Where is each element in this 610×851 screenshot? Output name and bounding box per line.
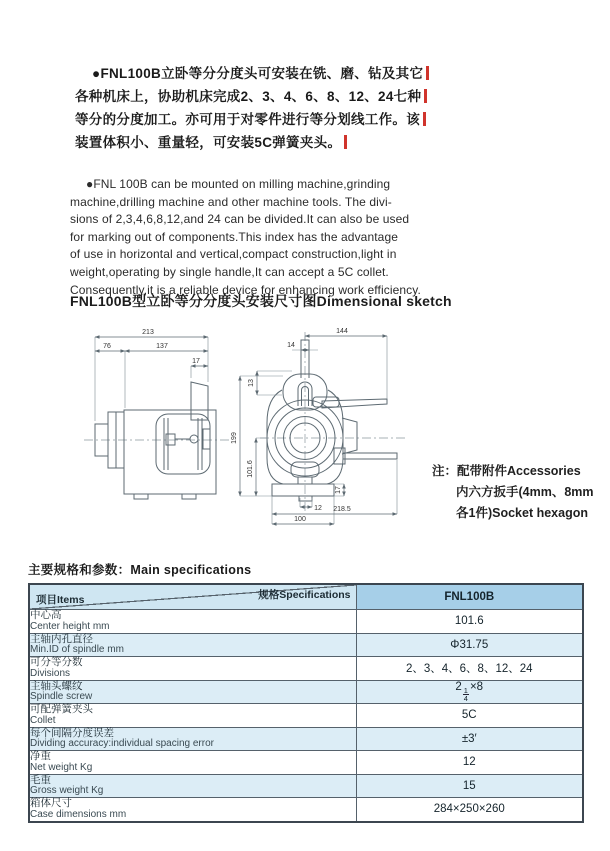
spec-value-cell: Φ31.75	[356, 633, 583, 657]
dimensional-sketch-drawing	[70, 328, 440, 536]
intro-cn-text-3: 等分的分度加工。亦可用于对零件进行等分划线工作。该	[75, 112, 420, 127]
intro-cn-line-4	[75, 131, 425, 154]
intro-cn-line-3	[75, 108, 425, 131]
svg-text:14: 14	[287, 342, 295, 349]
dimension-labels	[95, 328, 397, 524]
intro-cn-line-2	[75, 85, 425, 108]
side-view-outline	[95, 382, 216, 499]
front-view-outline	[267, 340, 397, 501]
intro-en-line-5: of use in horizontal and vertical,compact construction,light in	[70, 247, 397, 262]
svg-text:17: 17	[192, 358, 200, 365]
spec-item-cell: 中心高 Center height mm	[29, 610, 356, 634]
svg-text:13: 13	[248, 379, 255, 387]
spec-row	[29, 751, 583, 775]
spec-item-cell: 箱体尺寸 Case dimensions mm	[29, 798, 356, 822]
note-line-1: 注：配带附件Accessories	[432, 464, 581, 478]
specs-heading: 主要规格和参数：Main specifications	[28, 563, 252, 577]
red-proof-mark	[344, 135, 347, 149]
svg-text:213: 213	[142, 329, 154, 336]
intro-en-line-1: ●FNL 100B can be mounted on milling machine,grinding	[86, 177, 391, 191]
intro-cn-text-1: ●FNL100B立卧等分分度头可安装在铣、磨、钻及其它	[92, 66, 424, 81]
extension-lines	[95, 336, 397, 524]
spec-item-cell: 净重 Net weight Kg	[29, 751, 356, 775]
spec-value-cell: ±3′	[356, 727, 583, 751]
svg-text:218.5: 218.5	[333, 506, 351, 513]
spec-item-cell: 主轴内孔直径 Min.ID of spindle mm	[29, 633, 356, 657]
red-proof-mark	[423, 112, 426, 126]
spec-row	[29, 704, 583, 728]
intro-cn-line-1	[75, 62, 425, 85]
spec-row	[29, 798, 583, 822]
svg-text:17: 17	[335, 486, 342, 494]
intro-paragraph-cn	[75, 62, 425, 154]
note-line-2: 内六方扳手(4mm、8mm	[456, 485, 594, 499]
intro-cn-text-2: 各种机床上，协助机床完成2、3、4、6、8、12、24七种	[75, 89, 422, 104]
spec-item-cell: 每个间隔分度误差 Dividing accuracy:individual spacing error	[29, 727, 356, 751]
header-spec-label: 规格Specifications	[258, 589, 351, 601]
header-model-label: FNL100B	[356, 584, 583, 610]
spec-value-cell: 15	[356, 774, 583, 798]
intro-cn-text-4: 装置体积小、重量轻，可安装5C弹簧夹头。	[75, 135, 342, 150]
spec-value-cell: 101.6	[356, 610, 583, 634]
spec-item-cell: 可分等分数 Divisions	[29, 657, 356, 681]
spec-row	[29, 774, 583, 798]
intro-en-line-6: weight,operating by single handle,It can accept a 5C collet.	[70, 264, 389, 279]
header-items-label: 项目Items	[36, 594, 85, 606]
spec-item-cell: 主轴头螺纹 Spindle screw	[29, 680, 356, 704]
intro-paragraph-en	[70, 176, 440, 299]
spec-value-cell: 2、3、4、6、8、12、24	[356, 657, 583, 681]
spec-value-cell: 2 $\frac{1}{4}$ ×8	[356, 680, 583, 704]
spec-row	[29, 657, 583, 681]
spec-row	[29, 610, 583, 634]
specs-table	[28, 583, 584, 823]
svg-text:100: 100	[294, 516, 306, 523]
accessories-note	[432, 461, 594, 524]
specs-header-diagonal-cell	[29, 584, 356, 610]
spec-row	[29, 680, 583, 704]
spec-value-cell: 12	[356, 751, 583, 775]
intro-en-line-2: machine,drilling machine and other machine tools. The divi-	[70, 194, 392, 209]
sketch-heading: FNL100B型立卧等分分度头安装尺寸图Dimensional sketch	[70, 293, 452, 309]
svg-text:199: 199	[231, 432, 238, 444]
intro-en-line-4: for marking out of components.This index has the advantage	[70, 229, 398, 244]
spec-value-cell: 284×250×260	[356, 798, 583, 822]
spec-item-cell: 毛重 Gross weight Kg	[29, 774, 356, 798]
red-proof-mark	[424, 89, 427, 103]
svg-text:144: 144	[336, 328, 348, 335]
spec-row	[29, 633, 583, 657]
spec-item-cell: 可配弹簧夹头 Collet	[29, 704, 356, 728]
svg-text:12: 12	[314, 505, 322, 512]
svg-text:137: 137	[156, 343, 168, 350]
spec-row	[29, 727, 583, 751]
spec-value-cell: 5C	[356, 704, 583, 728]
red-proof-mark	[426, 66, 429, 80]
intro-en-line-3: sions of 2,3,4,6,8,12,and 24 can be divided.It can also be used	[70, 212, 410, 227]
svg-text:101.6: 101.6	[247, 460, 254, 478]
intro-en-line-7: Consequently,it is a reliable device for enhancing work efficiency.	[70, 282, 421, 297]
note-line-3: 各1件)Socket hexagon	[456, 506, 588, 520]
specs-header-row	[29, 584, 583, 610]
svg-text:76: 76	[103, 343, 111, 350]
